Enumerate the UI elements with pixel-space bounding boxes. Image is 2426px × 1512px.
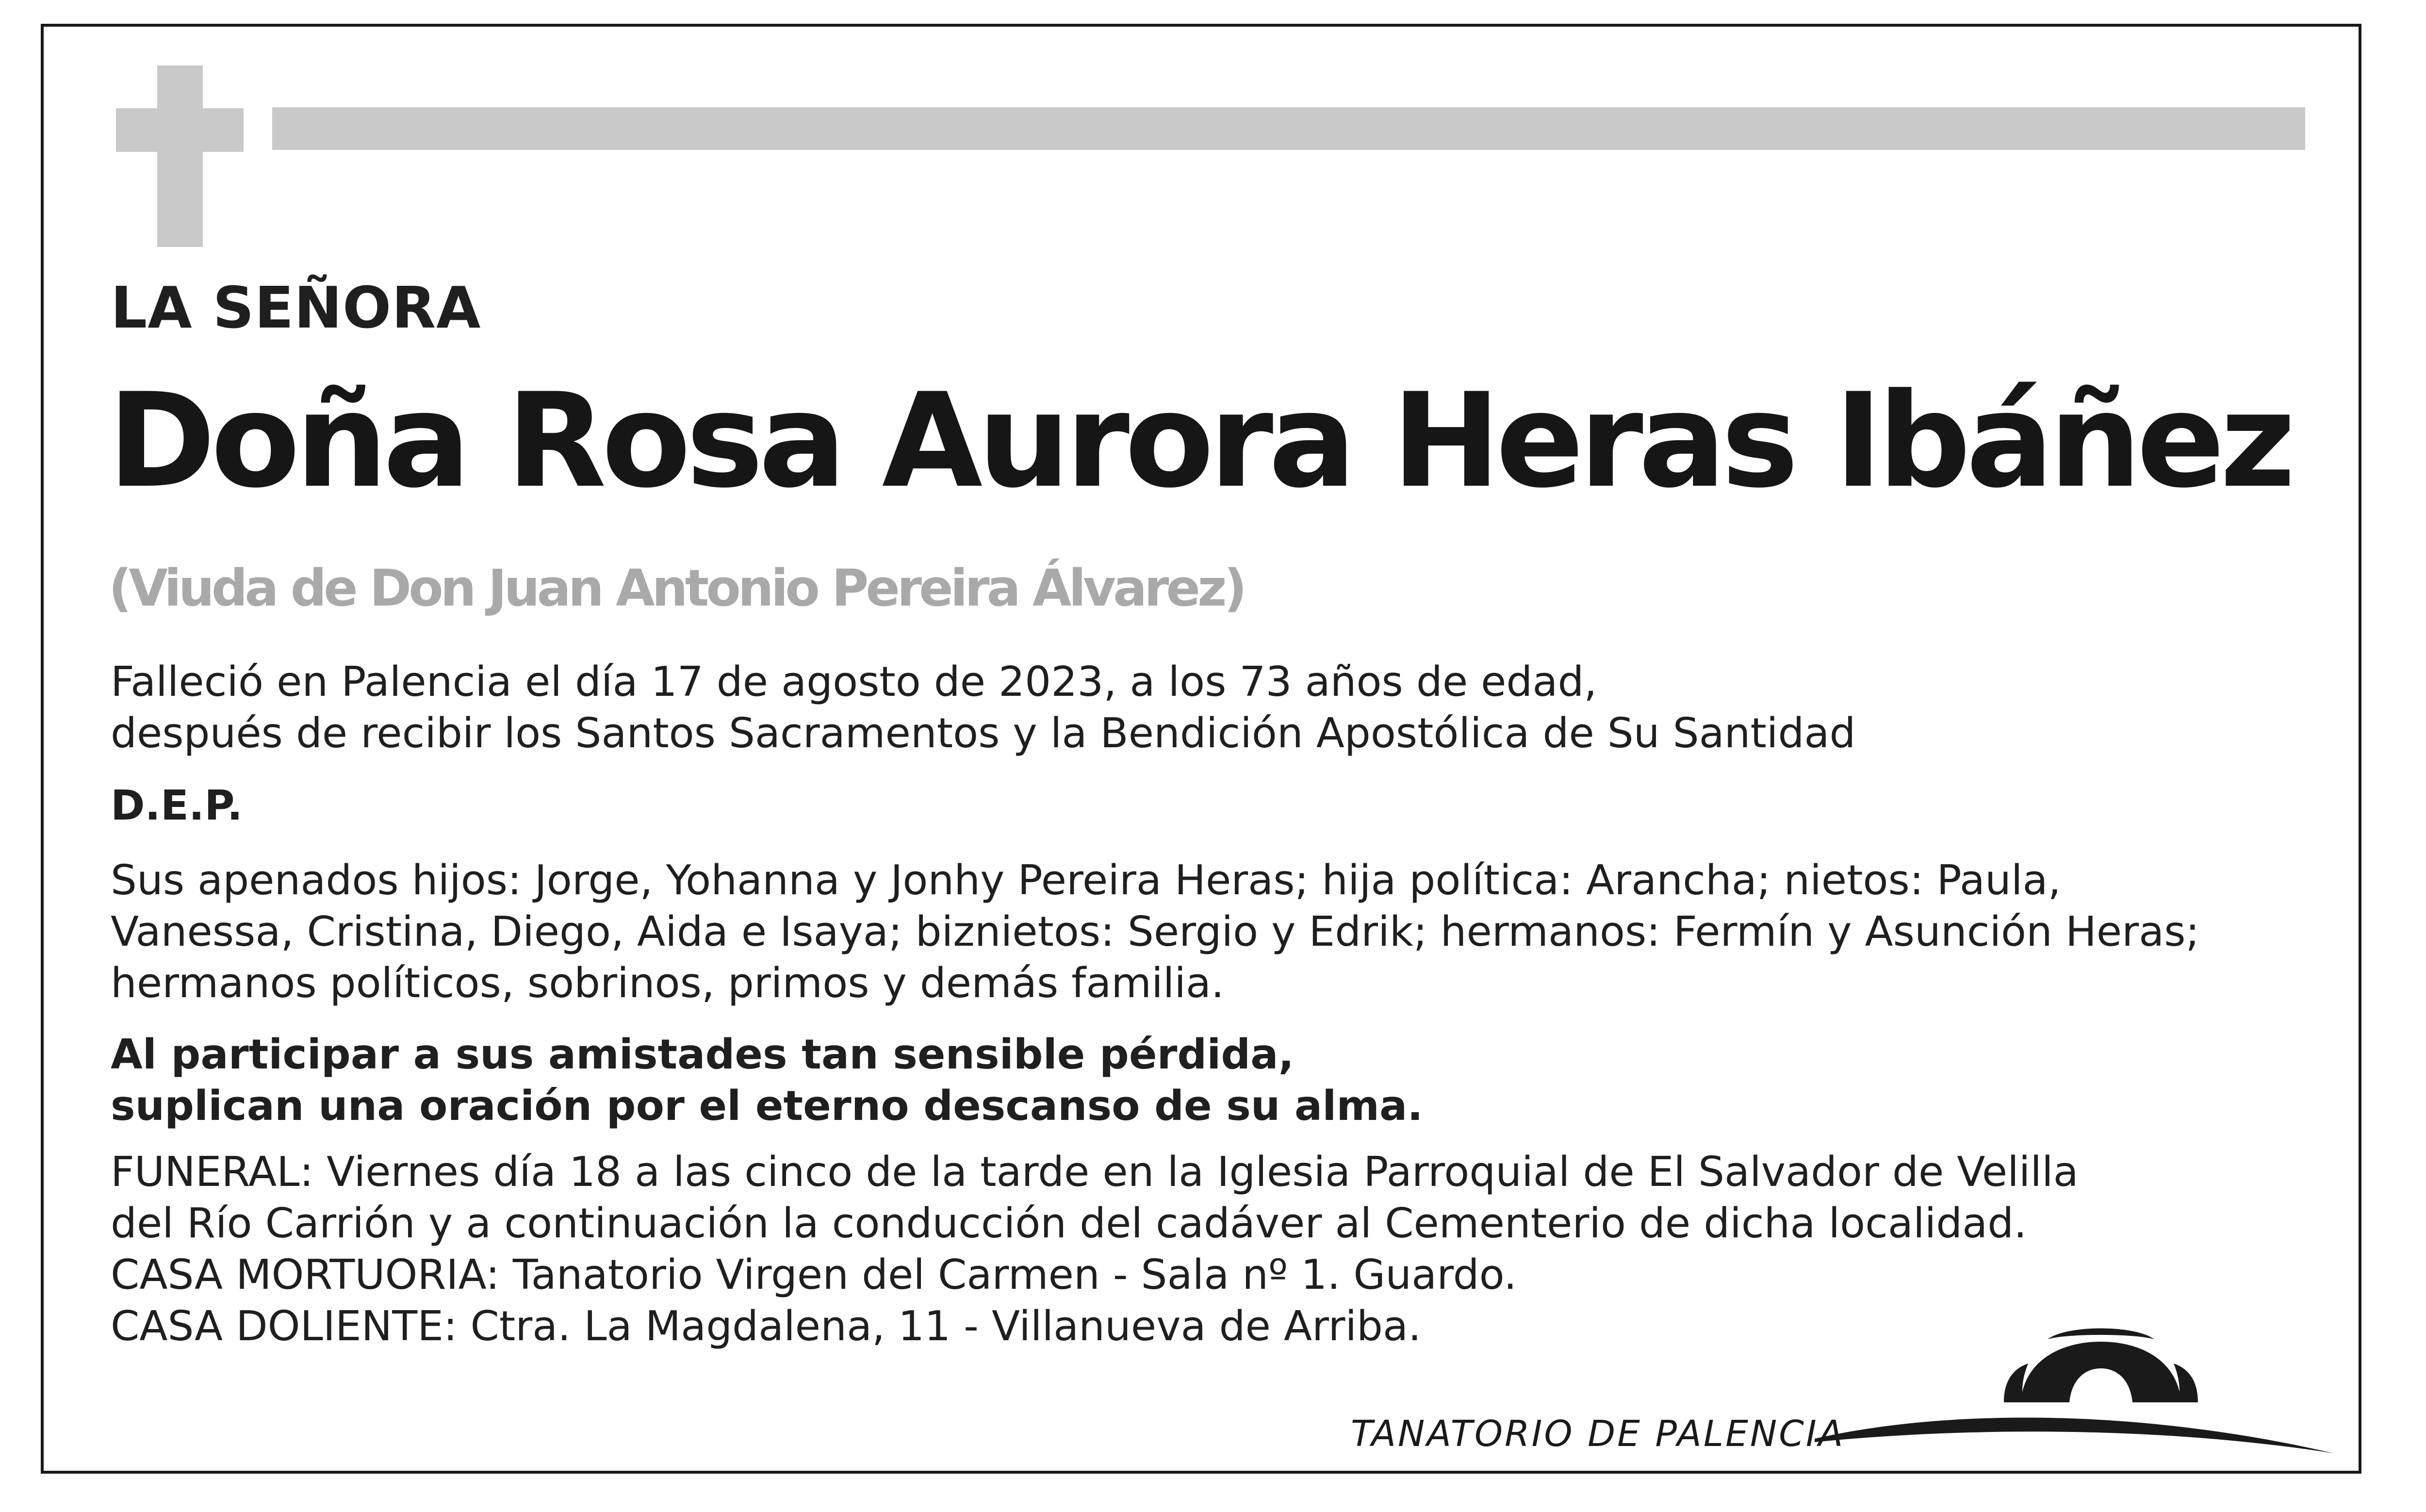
family-list [111, 855, 2199, 1009]
family-line: Sus apenados hijos: Jorge, Yohanna y Jonhy Pereira Heras; hija política: Arancha; nietos: Paula, [111, 856, 2061, 904]
cross-icon-arm [116, 108, 244, 152]
widow-note: (Viuda de Don Juan Antonio Pereira Álvarez) [109, 559, 1245, 618]
tanatorio-dome-logo-icon [1795, 1310, 2348, 1456]
funeral-details-line: del Río Carrión y a continuación la conducción del cadáver al Cementerio de dicha localidad. [111, 1200, 2027, 1248]
rip-text: D.E.P. [111, 782, 243, 830]
family-line: hermanos políticos, sobrinos, primos y demás familia. [111, 959, 1225, 1007]
death-notice-line: Falleció en Palencia el día 17 de agosto de 2023, a los 73 años de edad, [111, 658, 1597, 706]
funeral-details [111, 1147, 2079, 1352]
prayer-request [111, 1029, 1423, 1132]
funeral-details-line: CASA MORTUORIA: Tanatorio Virgen del Carmen - Sala nº 1. Guardo. [111, 1251, 1517, 1299]
header-bar [272, 107, 2305, 150]
funeral-home-name: TANATORIO DE PALENCIA [1351, 1413, 1845, 1455]
funeral-details-line: FUNERAL: Viernes día 18 a las cinco de la tarde en la Iglesia Parroquial de El Salvador de Velilla [111, 1148, 2079, 1196]
prayer-request-line: Al participar a sus amistades tan sensible pérdida, [111, 1031, 1294, 1079]
funeral-details-line: CASA DOLIENTE: Ctra. La Magdalena, 11 - Villanueva de Arriba. [111, 1302, 1422, 1350]
cross-icon [157, 66, 203, 247]
deceased-name: Doña Rosa Aurora Heras Ibáñez [108, 365, 2291, 517]
prayer-request-line: suplican una oración por el eterno descanso de su alma. [111, 1082, 1423, 1130]
death-notice-line: después de recibir los Santos Sacramentos y la Bendición Apostólica de Su Santidad [111, 709, 1856, 757]
family-line: Vanessa, Cristina, Diego, Aida e Isaya; biznietos: Sergio y Edrik; hermanos: Fermín y Asunción Heras; [111, 908, 2200, 956]
death-notice [111, 657, 1855, 759]
honorific-title: LA SEÑORA [111, 274, 481, 341]
